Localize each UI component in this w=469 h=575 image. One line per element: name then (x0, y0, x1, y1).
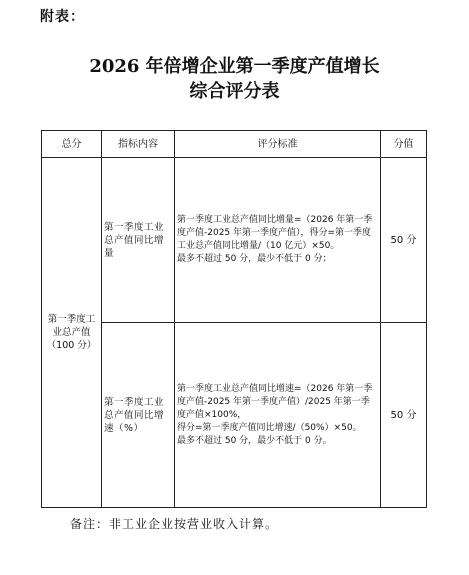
criteria-line: 第一季度工业总产值同比增速=（2026 年第一季度产值-2025 年第一季度产值）/2025 年第一季度产值×100%， (177, 383, 373, 420)
indicator-cell: 第一季度工业总产值同比增量 (102, 158, 175, 323)
scoring-table (41, 130, 427, 508)
column-header-total: 总分 (42, 131, 102, 158)
criteria-cell (175, 323, 381, 508)
column-header-score: 分值 (381, 131, 427, 158)
page-subtitle: 综合评分表 (189, 81, 280, 102)
page-title: 2026 年倍增企业第一季度产值增长 (89, 56, 380, 77)
table-header-row (42, 131, 427, 158)
criteria-line: 最多不超过 50 分，最少不低于 0 分； (177, 254, 332, 264)
column-header-criteria: 评分标准 (175, 131, 381, 158)
total-category-cell: 第一季度工业总产值（100 分） (42, 158, 102, 508)
criteria-line: 得分=第一季度产值同比增速/（50%）×50。 (177, 422, 362, 433)
criteria-line: 最多不超过 50 分，最少不低于 0 分。 (177, 435, 332, 446)
column-header-indicator: 指标内容 (102, 131, 175, 158)
indicator-cell: 第一季度工业总产值同比增速（%） (102, 323, 175, 508)
score-cell: 50 分 (381, 323, 427, 508)
criteria-line: 第一季度工业总产值同比增量=（2026 年第一季度产值-2025 年第一季度产值），得分=第一季度工业总产值同比增量/（10 亿元）×50。 (177, 215, 373, 251)
score-cell: 50 分 (381, 158, 427, 323)
attachment-label: 附表： (40, 9, 85, 25)
table-row (42, 158, 427, 323)
remark-note: 备注：非工业企业按营业收入计算。 (70, 517, 279, 531)
criteria-cell (175, 158, 381, 323)
